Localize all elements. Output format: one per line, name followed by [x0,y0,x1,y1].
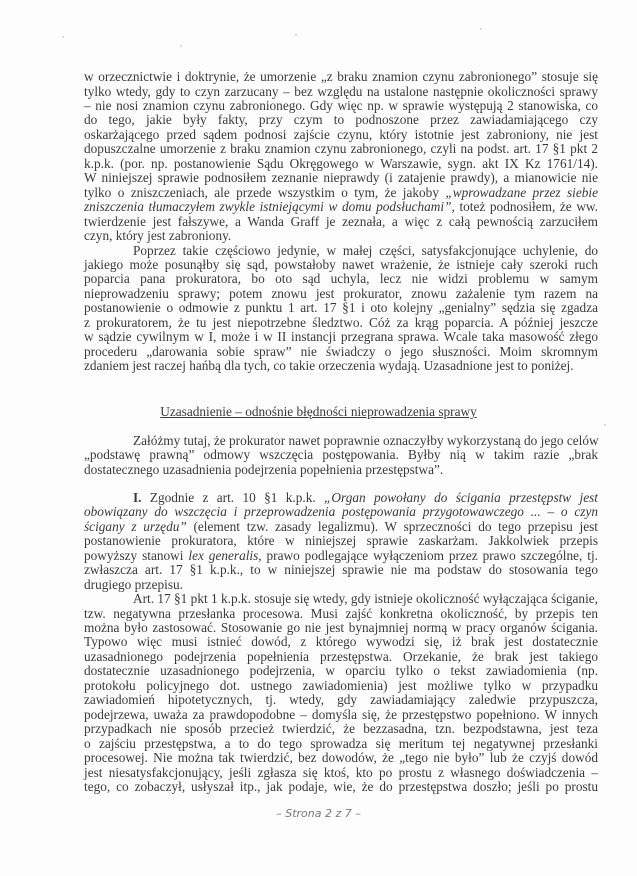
text-line: dopuszczalne umorzenie z braku znamion czynu zabronionego, czyli na podst. art. 17 §1 pkt 2 [84,141,598,157]
text-line: w orzecznictwie i doktrynie, że umorzenie „z braku znamion czynu zabronionego” stosuje się [84,69,598,84]
text-line: Załóżmy tutaj, że prokurator nawet poprawnie oznaczyłby wykorzystaną do jego celów [133,432,599,448]
text-line: – nie nosi znamion czynu zabronionego. Gdy więc np. w sprawie występują 2 stanowiska, co [84,97,598,113]
text-line: dostatecznie uzasadnionego podejrzenia, w oparciu tylko o tekst zawiadomienia (np. [84,663,598,679]
section-numeral: I. [133,489,142,505]
text-line: można było zastosować. Stosowanie go nie jest bynajmniej normą w pracy organów ścigania. [84,620,598,635]
text-line: Poprzez takie częściowo jedynie, w małej części, satysfakcjonujące uchylenie, do [133,242,598,258]
scan-speck [604,424,606,426]
text-line: czyn, który jest zabroniony. [84,228,232,243]
quoted-statute: „Organ powołany do ścigania przestępstw jest [324,489,598,505]
scan-speck [180,45,182,47]
quoted-statute: ścigany z urzędu” [84,518,187,534]
text-run: tylko o zniszczeniach, ale przede wszystkim o tym, że jakoby [84,184,446,200]
text-line: nieprowadzeniu sprawy; potem znowu jest prokurator, znowu zażalenie tym razem na [84,285,598,301]
text-line: jest niesatysfakcjonujący, jeśli zgłasza się ktoś, kto po prostu z własnego doświadczenia – [84,764,598,780]
text-line: o zajściu przestępstwa, a to do tego sprowadza się meritum tej negatywnej przesłanki [84,735,598,751]
text-line: postanowienie prokuratora, które w niniejszej sprawie zaskarżam. Jakkolwiek przepis [84,533,598,549]
text-line: do tego, jakie były fakty, przy czym to podnoszone przez zawiadamiającego czy [84,112,598,128]
quoted-statute: obowiązany do wszczęcia i przeprowadzenia postępowania przygotowawczego ... – o czyn [84,504,598,520]
text-run: (element tzw. zasady legalizmu). W sprzeczności do tego przepisu jest [186,518,598,534]
text-line: tzw. negatywna przesłanka procesowa. Musi zajść konkretna okoliczność, by przepis ten [84,605,598,621]
text-line: drugiego przepisu. [84,576,183,592]
text-line: tego, co zobaczył, usłyszał itp., jak podaje, wie, że do przestępstwa doszło; jeśli po prostu [84,779,598,794]
text-run: , toteż podnosiłem, że ww. [451,199,598,215]
text-line: przypadkach nie sposób przecież twierdzić, że bezzasadna, tzn. bezpodstawna, jest teza [84,721,598,737]
text-line: postanowienie o odmowie z punktu 1 art. 17 §1 i oto kolejny „genialny” sędzia się zgadza [84,300,598,316]
quoted-testimony: zniszczenia tłumaczyłem zwykle istniejącymi w domu podsłuchami” [84,199,452,215]
scan-speck [62,36,64,38]
text-line: Art. 17 §1 pkt 1 k.p.k. stosuje się wtedy, gdy istnieje okoliczność wyłączająca ściganie, [133,591,598,607]
text-line: zdaniem jest raczej hańbą dla tych, co takie orzeczenia wydają. Uzasadnione jest to poniżej. [84,358,574,374]
page-number-footer: – Strona 2 z 7 – [276,807,361,820]
text-line: z prokuratorem, że tu jest niepotrzebne śledztwo. Cóż za krąg poparcia. A później jeszcze [84,314,598,330]
text-line: dostatecznego uzasadnienia podejrzenia popełnienia przestępstwa”. [84,461,444,477]
text-line: k.p.k. (por. np. postanowienie Sądu Okręgowego w Warszawie, sygn. akt IX Kz 1761/14). [84,155,598,171]
text-line: tylko wtedy, gdy to czyn zarzucany – bez względu na ustalone następnie okoliczności sprawy [84,83,598,99]
text-line: twierdzenie jest fałszywe, a Wanda Graff je zeznała, a więc z całą pewnością zarzuciłem [84,213,598,229]
text-run: Zgodnie z art. 10 §1 k.p.k. [141,489,325,505]
text-line: poparcia pana prokuratora, bo oto sąd uchyla, lecz nie widzi problemu w samym [84,271,598,287]
scan-speck [480,28,482,30]
text-line: zwłaszcza art. 17 §1 k.p.k., to w niniejszej sprawie nie ma podstaw do stosowania tego [84,562,598,578]
text-run: powyższy stanowi [84,547,189,563]
text-line: procederu „darowania sobie spraw” nie świadczy o jego słuszności. Moim skromnym [84,343,598,359]
scan-speck [295,34,297,36]
section-heading: Uzasadnienie – odnośnie błędności nieprowadzenia sprawy [160,404,477,419]
text-line: uzasadnionego podejrzenia popełnienia przestępstwa. Orzekanie, że brak jest takiego [84,648,598,664]
text-line: W niniejszej sprawie podnosiłem zeznanie nieprawdy (i zatajenie prawdy), a mianowicie nie [84,170,598,186]
text-line: zawiadomień hipotetycznych, tj. wtedy, gdy zawiadamiający zaledwie przypuszcza, [84,692,598,708]
text-run: , prawo podlegające wyłączeniom przez prawo szczególne, tj. [258,547,598,563]
text-line: Typowo więc musi istnieć dowód, z którego wywodzi się, iż brak jest dostatecznie [84,634,598,650]
text-line: podejrzewa, uważa za prawdopodobne – domyśla się, że przestępstwo popełniono. W innych [84,706,598,722]
latin-term: lex generalis [188,547,259,563]
quoted-testimony: „wprowadzane przez siebie [445,184,598,200]
text-line: procesowej. Nie można tak twierdzić, bez dowodów, że „tego nie było” lub że czyjś dowód [84,750,598,766]
text-line: oskarżającego przed sądem podnosi zajście czynu, który istotnie jest zabroniony, nie jest [84,126,598,142]
text-line: jakiego może posunąłby się sąd, powstałoby nawet wrażenie, że istnieje cały szeroki ruch [84,256,598,272]
text-line: protokołu policyjnego dot. ustnego zawiadomienia) jest możliwe tylko w przypadku [84,677,598,693]
text-line: „podstawę prawną” odmowy wszczęcia postępowania. Byłby nią w takim razie „brak [84,447,598,463]
text-line: w sądzie cywilnym w I, może i w II instancji przegrana sprawa. Wcale taka masowość złego [84,329,598,345]
